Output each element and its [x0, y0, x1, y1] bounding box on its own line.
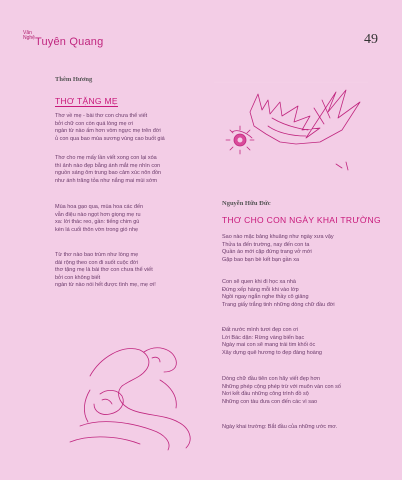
magazine-logo: [23, 30, 103, 49]
poem1-title: [55, 96, 118, 106]
poem1-stanza-3: [55, 204, 143, 234]
logo-small-line-1: Văn: [23, 30, 32, 36]
poem-line: Lời Bác dặn: Rừng vàng biển bạc: [222, 334, 305, 341]
logo-small-text: [23, 31, 35, 41]
poem2-stanza-1: [222, 234, 334, 264]
poem-line: Trang giấy trắng tinh những dòng chữ đầu đời: [222, 301, 335, 308]
poem-line: nguồn sáng ôm trung bao cảm xúc nôn đồn: [55, 170, 162, 177]
poem-line: vẫn điệu nào ngọt hơn giọng mẹ ru: [55, 211, 141, 218]
poem2-stanza-2: [222, 279, 335, 309]
poem-line: thơ tặng mẹ là bài thơ con chưa thể viết: [55, 267, 153, 274]
poem-line: Ngồi ngay ngắn nghe thầy cô giảng: [222, 294, 309, 301]
poem-line: Nơi kết đầu những công trình đồ sộ: [222, 391, 309, 398]
poem-line: xa: lời thác reo, gần: tiếng chim gù: [55, 219, 140, 226]
poem-line: Xây dựng quê hương to đẹp đàng hoàng: [222, 349, 322, 356]
poem2-title: THƠ CHO CON NGÀY KHAI TRƯỜNG: [222, 215, 381, 225]
poem-line: kèn lá cuối thôn vờn trong gió nhẹ: [55, 226, 139, 233]
poem1-title-text: THƠ TẶNG MẸ: [55, 96, 118, 106]
poem-line: ngàn từ nào nói hết được tình mẹ, mẹ ơi!: [55, 282, 156, 289]
poem-line: Đất nước mình tươi đẹp con ơi: [222, 327, 298, 333]
poem-line: Đứng xếp hàng mỗi khi vào lớp: [222, 286, 299, 293]
logo-small-line-2: Nghệ: [23, 35, 35, 41]
bird-with-sun-icon: [210, 72, 370, 182]
poem-line: Thơ cho mẹ mấy lần viết xong con lại xóa: [55, 155, 157, 161]
poem1-stanza-2: [55, 155, 161, 185]
page-header: [0, 0, 402, 60]
poem2-stanza-4: [222, 376, 341, 406]
poem-line: bởi chữ con còn quá lòng mẹ ơi: [55, 120, 133, 127]
poem1-author: Thêm Hương: [55, 76, 93, 83]
poem-line: như ánh trăng tỏa như nắng mai mùi sớm: [55, 177, 158, 184]
poem-line: Mùa hoa gạo qua, mùa hoa các đến: [55, 204, 144, 210]
poem-line: thì ảnh nào đẹp bằng ánh mắt mẹ nhìn con: [55, 162, 161, 169]
poem-line: Ngày khai trường: Bắt đầu của những ước mơ.: [222, 424, 338, 430]
poem-line: Những con tàu đưa con đến các vì sao: [222, 398, 318, 405]
poem2-stanza-5: [222, 424, 337, 432]
poem-line: Dòng chữ đầu tiên con hãy viết đẹp hơn: [222, 376, 321, 382]
poem-line: Thửa ta đến trường, nay đến con ta: [222, 241, 310, 248]
poem-line: Thơ về mẹ - bài thơ con chưa thể viết: [55, 113, 148, 119]
poem-line: Sao nào mặc bảng khuâng như ngày xưa vậy: [222, 234, 334, 240]
poem1-stanza-4: [55, 252, 156, 290]
poem-line: Ngày mai con sẽ mang trái tim khối óc: [222, 342, 316, 349]
poem-line: Gặp bao bạn bè kết bạn gần xa: [222, 256, 300, 263]
poem-line: Con sẽ quen khi đi học xa nhà: [222, 279, 296, 285]
poem-line: ngàn từ nào ấm hơn vòm ngực mẹ trên đời: [55, 128, 161, 135]
poem-line: Từ thơ nào bao trùm như lòng mẹ: [55, 252, 139, 258]
poem-line: bởi con không biết: [55, 274, 101, 281]
poem-line: ủ con qua bao mùa sương vùng cao buốt giá: [55, 135, 165, 142]
poem-line: Quần áo mới cặp đứng trang vở mới: [222, 249, 312, 256]
poem-line: Những phép cộng phép trừ với muôn vàn con số: [222, 383, 341, 390]
poem2-stanza-3: [222, 327, 322, 357]
page-number: 49: [364, 32, 378, 47]
poem1-stanza-1: [55, 113, 165, 143]
logo-main-text: Tuyên Quang: [34, 36, 104, 48]
poem2-author: Nguyễn Hữu Đức: [222, 200, 271, 207]
mother-embracing-child-icon: [60, 330, 210, 455]
poem-line: dài rộng theo con đi suốt cuộc đời: [55, 259, 138, 266]
